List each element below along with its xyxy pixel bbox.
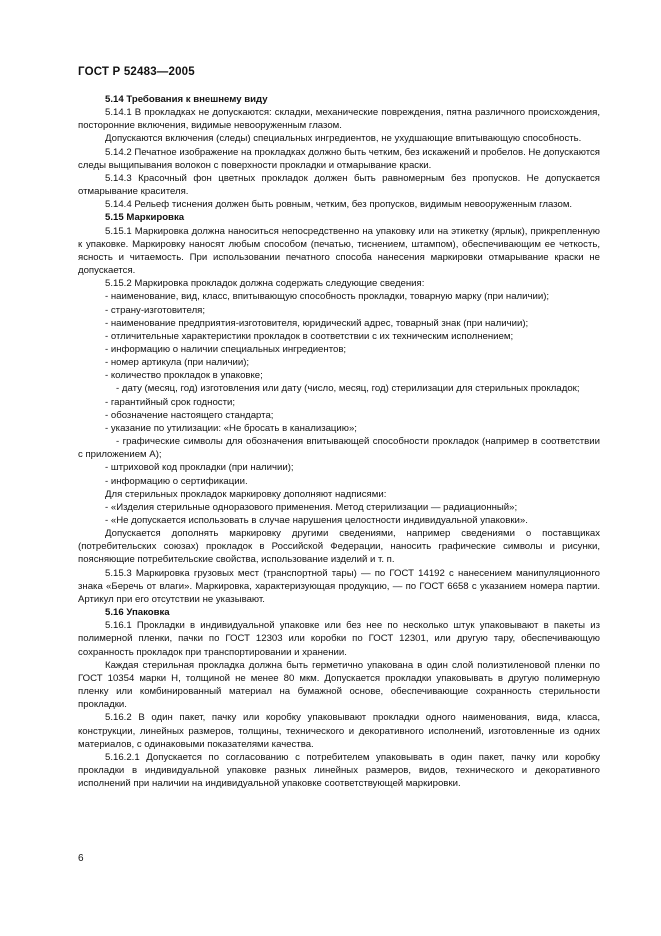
page-number: 6 bbox=[78, 853, 84, 864]
list-item: - информацию о сертификации. bbox=[78, 475, 600, 488]
paragraph: 5.14.4 Рельеф тиснения должен быть ровным, четким, без пропусков, видимым невооруженным глазом. bbox=[105, 199, 573, 211]
paragraph: Для стерильных прокладок маркировку дополняют надписями: bbox=[105, 488, 387, 500]
paragraph: 5.16.1 Прокладки в индивидуальной упаковке или без нее по несколько штук упаковывают в пакеты из полимерной пленки, пачки по ГОСТ 12303 или коробки по ГОСТ 12301, или другую тару, обеспечивающую сохранность прокладок при транспортировании и хранении. bbox=[78, 620, 600, 658]
document-body bbox=[78, 93, 600, 790]
list-item: - указание по утилизации: «Не бросать в канализацию»; bbox=[78, 422, 600, 435]
paragraph: 5.14.1 В прокладках не допускаются: складки, механические повреждения, пятна различного происхождения, посторонние включения, видимые невооруженным глазом. bbox=[78, 107, 600, 132]
list-item: - штриховой код прокладки (при наличии); bbox=[78, 461, 600, 474]
list-item: - количество прокладок в упаковке; bbox=[78, 369, 600, 382]
list-item: - наименование, вид, класс, впитывающую способность прокладки, товарную марку (при наличии); bbox=[78, 290, 600, 303]
paragraph: 5.15.2 Маркировка прокладок должна содержать следующие сведения: bbox=[105, 278, 425, 290]
list-item: - «Изделия стерильные одноразового применения. Метод стерилизации — радиационный»; bbox=[78, 501, 600, 514]
section-heading: 5.15 Маркировка bbox=[105, 212, 185, 224]
section-heading: 5.16 Упаковка bbox=[105, 607, 170, 619]
section-heading: 5.14 Требования к внешнему виду bbox=[105, 94, 268, 105]
list-item: - «Не допускается использовать в случае нарушения целостности индивидуальной упаковки». bbox=[78, 514, 600, 527]
paragraph: Допускается дополнять маркировку другими сведениями, например сведениями о поставщиках (потребительских союзах) прокладок в Российской Федерации, наносить графические символы и рисунки, поясняющие потребительские свойства, использование изделий и т. п. bbox=[78, 528, 600, 566]
list-item: - страну-изготовителя; bbox=[78, 304, 600, 317]
paragraph: 5.16.2.1 Допускается по согласованию с потребителем упаковывать в один пакет, пачку или коробку прокладки в индивидуальной упаковке разных линейных размеров, видов, технического и декоративного исполнений при наличии на индивидуальной упаковке соответствующей маркировки. bbox=[78, 751, 600, 790]
paragraph: 5.16.2 В один пакет, пачку или коробку упаковывают прокладки одного наименования, вида, класса, конструкции, линейных размеров, толщины, технического и декоративного исполнений, изготовленные из одних материалов, с одинаковыми показателями качества. bbox=[78, 712, 600, 750]
paragraph: 5.15.1 Маркировка должна наноситься непосредственно на упаковку или на этикетку (ярлык), прикрепленную к упаковке. Маркировку наносят любым способом (печатью, тиснением, штампом), обеспечивающим ее четкость, ясность и читаемость. При использовании печатного способа нанесения маркировки отмарывание краски не допускается. bbox=[78, 225, 600, 277]
list-item: - наименование предприятия-изготовителя, юридический адрес, товарный знак (при наличии); bbox=[78, 317, 600, 330]
list-item: - гарантийный срок годности; bbox=[78, 396, 600, 409]
list-item: - обозначение настоящего стандарта; bbox=[78, 409, 600, 422]
paragraph: 5.15.3 Маркировка грузовых мест (транспортной тары) — по ГОСТ 14192 с нанесением манипуляционного знака «Беречь от влаги». Маркировка, характеризующая продукцию, — по ГОСТ 6658 с указанием номера партии. Артикул при его отсутствии не указывают. bbox=[78, 567, 600, 605]
paragraph: Каждая стерильная прокладка должна быть герметично упакована в один слой полиэтиленовой пленки по ГОСТ 10354 марки Н, толщиной не менее 80 мкм. Допускается прокладки упаковывать в другую полимерную пленку или комбинированный материал на бумажной основе, обеспечивающие сохранность стерильности прокладки. bbox=[78, 659, 600, 711]
document-header: ГОСТ Р 52483—2005 bbox=[78, 66, 195, 78]
list-item: - отличительные характеристики прокладок в соответствии с их техническим исполнением; bbox=[78, 330, 600, 343]
list-item: - информацию о наличии специальных ингредиентов; bbox=[78, 343, 600, 356]
list-item: - номер артикула (при наличии); bbox=[78, 356, 600, 369]
paragraph: 5.14.3 Красочный фон цветных прокладок должен быть равномерным без пропусков. Не допускается отмарывание красителя. bbox=[78, 172, 600, 198]
list-item: - графические символы для обозначения впитывающей способности прокладок (например в соответствии с приложением А); bbox=[78, 435, 600, 461]
paragraph: 5.14.2 Печатное изображение на прокладках должно быть четким, без искажений и пробелов. Не допускаются следы выщипывания волокон с поверхности прокладки и отмарывание краски. bbox=[78, 146, 600, 171]
paragraph: Допускаются включения (следы) специальных ингредиентов, не ухудшающие впитывающую способность. bbox=[105, 133, 582, 145]
list-item: - дату (месяц, год) изготовления или дату (число, месяц, год) стерилизации для стерильных прокладок; bbox=[78, 382, 600, 395]
